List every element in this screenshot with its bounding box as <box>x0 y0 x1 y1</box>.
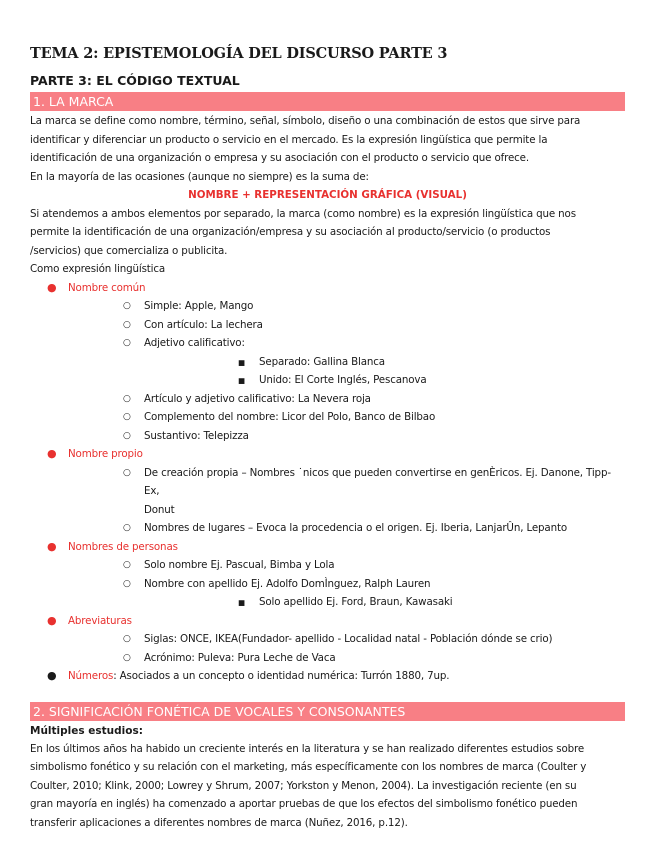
section2-line-3: Coulter, 2010; Klink, 2000; Lowrey y Shrum, 2007; Yorkston y Menon, 2004). La investigación reciente (en su <box>30 779 577 792</box>
list-item-label: Abreviaturas <box>68 614 132 627</box>
list-item-label: Nombre propio <box>68 448 143 460</box>
list-item <box>68 427 625 446</box>
list-item <box>68 297 625 316</box>
list-item-text: De creación propia – Nombres ˙nicos que pueden convertirse en genÈricos. Ej. Danone, Tipp-Ex, <box>144 466 611 497</box>
list-item-label: Números <box>68 670 114 682</box>
list-item-text: Adjetivo calificativo: <box>144 337 245 349</box>
section2-line-2: simbolismo fonético y su relación con el marketing, más específicamente con los nombres de marca (Coulter y <box>30 761 587 773</box>
section-subheading: Múltiples estudios: <box>30 724 143 737</box>
list-item <box>68 316 625 335</box>
list-item-nombre-comun <box>30 279 625 446</box>
circle-bullet-icon: ○ <box>123 319 131 330</box>
sublist <box>68 464 625 538</box>
circle-bullet-icon: ○ <box>123 467 131 478</box>
list-item-numeros <box>30 667 625 686</box>
circle-bullet-icon: ○ <box>123 578 131 589</box>
para2-line-2: permite la identificación de una organización/empresa y su asociación al producto/servicio (o productos <box>30 226 551 238</box>
list-item-text: Con artículo: La lechera <box>144 318 263 331</box>
list-item <box>68 334 625 390</box>
list-item-text: Simple: Apple, Mango <box>144 300 254 312</box>
document-title: TEMA 2: EPISTEMOLOGÍA DEL DISCURSO PARTE 3 <box>30 45 448 62</box>
list-item-text: Siglas: ONCE, IKEA(Fundador- apellido - Localidad natal - Población dónde se crio) <box>144 633 553 645</box>
intro-line-3: identificación de una organización o empresa y su asociación con el producto o servicio que ofrece. <box>30 152 529 164</box>
list-item-text: Complemento del nombre: Licor del Polo, Banco de Bilbao <box>144 411 436 423</box>
document-subtitle: PARTE 3: EL CÓDIGO TEXTUAL <box>30 73 240 88</box>
square-bullet-icon: ■ <box>238 376 245 385</box>
list-item-text: Acrónimo: Puleva: Pura Leche de Vaca <box>144 651 336 664</box>
list-item <box>144 371 625 390</box>
circle-bullet-icon: ○ <box>123 523 131 533</box>
bullet-icon: ● <box>47 447 57 460</box>
list-item-text: Artículo y adjetivo calificativo: La Nevera roja <box>144 392 371 405</box>
sublist <box>68 556 625 612</box>
circle-bullet-icon: ○ <box>123 652 131 663</box>
list-item-text: Solo apellido Ej. Ford, Braun, Kawasaki <box>259 596 453 608</box>
list-item-abreviaturas <box>30 612 625 668</box>
circle-bullet-icon: ○ <box>123 301 131 311</box>
list-item <box>144 593 625 612</box>
circle-bullet-icon: ○ <box>123 412 131 422</box>
circle-bullet-icon: ○ <box>123 634 131 644</box>
list-item <box>68 630 625 649</box>
list-item-text: : Asociados a un concepto o identidad numérica: Turrón 1880, 7up. <box>113 670 450 682</box>
intro-line-1: La marca se define como nombre, término, señal, símbolo, diseño o una combinación de estos que sirve para <box>30 115 581 127</box>
list-item <box>68 575 625 612</box>
section2-line-5: transferir aplicaciones a diferentes nombres de marca (Nuñez, 2016, p.12). <box>30 816 408 829</box>
section-heading-la-marca: 1. LA MARCA <box>30 92 625 111</box>
list-item-text: Sustantivo: Telepizza <box>144 429 249 442</box>
brand-types-list <box>30 279 625 686</box>
list-item <box>68 464 625 520</box>
list-item-text: Solo nombre Ej. Pascual, Bimba y Lola <box>144 559 335 571</box>
sublist <box>68 297 625 445</box>
intro-line-2: identificar y diferenciar un producto o servicio en el mercado. Es la expresión lingüística que permite la <box>30 133 548 146</box>
para2-line-3: /servicios) que comercializa o publicita. <box>30 244 228 257</box>
list-item-nombres-personas <box>30 538 625 612</box>
section2-line-1: En los últimos años ha habido un creciente interés en la literatura y se han realizado diferentes estudios sobre <box>30 742 585 755</box>
sublist <box>144 353 625 390</box>
section-heading-significacion-fonetica: 2. SIGNIFICACIÓN FONÉTICA DE VOCALES Y CONSONANTES <box>30 702 625 721</box>
list-item-text: Donut <box>144 503 175 516</box>
bullet-icon: ● <box>47 280 57 294</box>
square-bullet-icon: ■ <box>238 357 245 367</box>
list-item-label: Nombre común <box>68 281 146 294</box>
circle-bullet-icon: ○ <box>123 393 131 404</box>
circle-bullet-icon: ○ <box>123 560 131 570</box>
list-item-text: Nombres de lugares – Evoca la procedencia o el origen. Ej. Iberia, LanjarÛn, Lepanto <box>144 522 567 534</box>
sublist <box>68 630 625 667</box>
circle-bullet-icon: ○ <box>123 338 131 348</box>
brand-formula: NOMBRE + REPRESENTACIÓN GRÁFICA (VISUAL) <box>188 189 467 201</box>
intro-line-4: En la mayoría de las ocasiones (aunque no siempre) es la suma de: <box>30 170 369 183</box>
list-item <box>68 649 625 668</box>
bullet-icon: ● <box>47 539 57 553</box>
list-item <box>68 408 625 427</box>
bullet-icon: ● <box>47 613 57 627</box>
list-item-label: Nombres de personas <box>68 540 178 553</box>
list-item <box>68 556 625 575</box>
list-item-text: Nombre con apellido Ej. Adolfo DomÌnguez, Ralph Lauren <box>144 577 431 590</box>
list-item-text: Separado: Gallina Blanca <box>259 355 385 368</box>
list-item-nombre-propio <box>30 445 625 538</box>
bullet-icon: ● <box>47 669 57 682</box>
list-item <box>68 519 625 538</box>
circle-bullet-icon: ○ <box>123 430 131 441</box>
section2-line-4: gran mayoría en inglés) ha comenzado a aportar pruebas de que los efectos del simbolismo fonético pueden <box>30 798 578 810</box>
list-item-text: Unido: El Corte Inglés, Pescanova <box>259 374 427 386</box>
square-bullet-icon: ■ <box>238 598 245 607</box>
list-item <box>144 353 625 372</box>
list-item <box>68 390 625 409</box>
para2-line-4: Como expresión lingüística <box>30 263 166 275</box>
sublist <box>144 593 625 612</box>
para2-line-1: Si atendemos a ambos elementos por separado, la marca (como nombre) es la expresión lingüística que nos <box>30 207 576 220</box>
